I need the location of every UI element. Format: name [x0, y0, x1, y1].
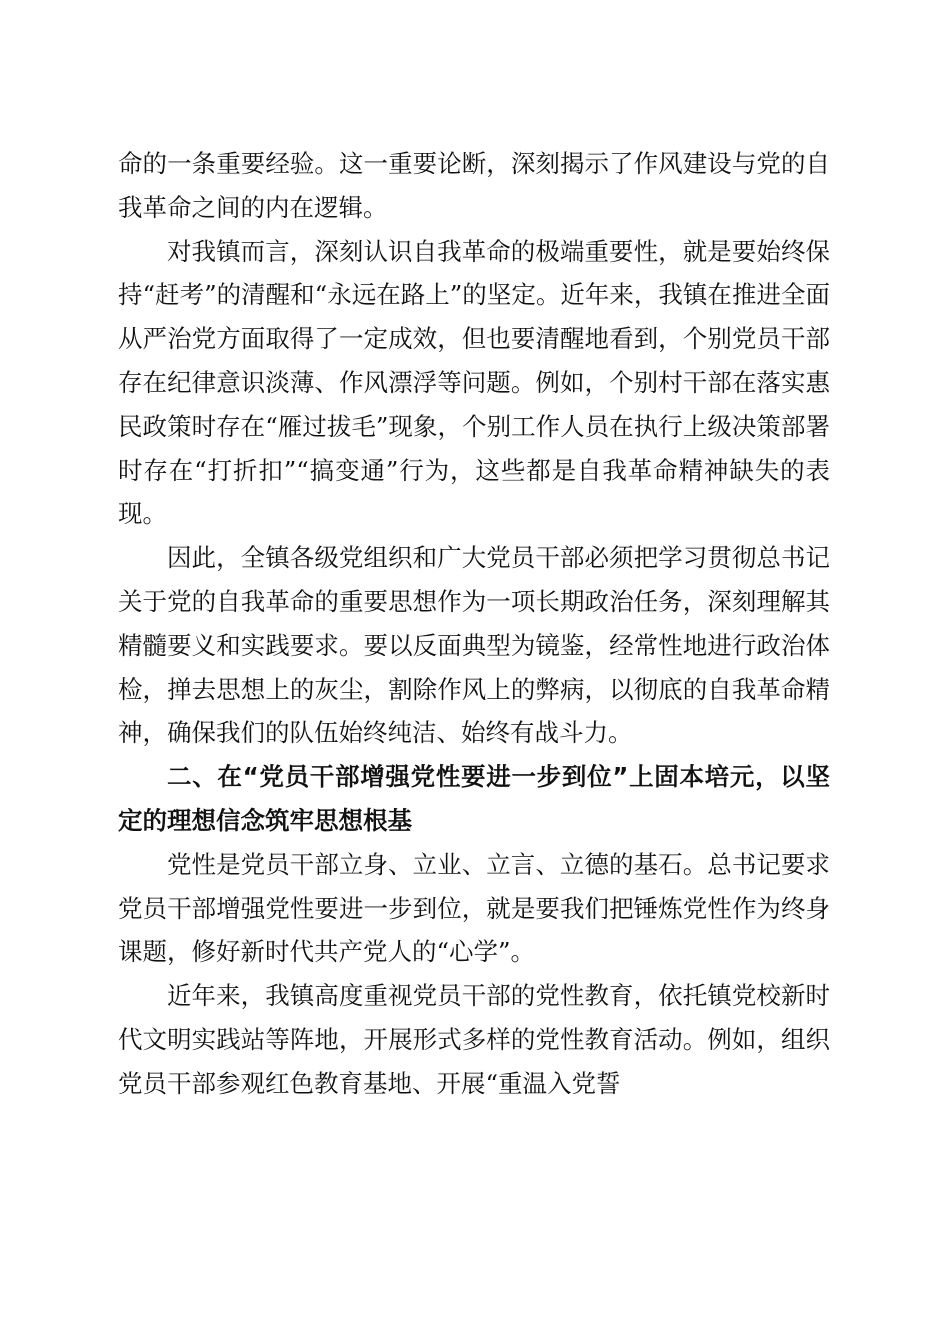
paragraph-3: 因此，全镇各级党组织和广大党员干部必须把学习贯彻总书记关于党的自我革命的重要思想作为一项长期政治任务，深刻理解其精髓要义和实践要求。要以反面典型为镜鉴，经常性地进行政治体检，掸去思想上的灰尘，割除作风上的弊病，以彻底的自我革命精神，确保我们的队伍始终纯洁、始终有战斗力。: [118, 543, 830, 748]
paragraph-5: 近年来，我镇高度重视党员干部的党性教育，依托镇党校新时代文明实践站等阵地，开展形式多样的党性教育活动。例如，组织党员干部参观红色教育基地、开展“重温入党誓: [118, 981, 830, 1098]
section-heading: 二、在“党员干部增强党性要进一步到位”上固本培元，以坚定的理想信念筑牢思想根基: [118, 762, 830, 835]
paragraph-1: 命的一条重要经验。这一重要论断，深刻揭示了作风建设与党的自我革命之间的内在逻辑。: [118, 149, 830, 222]
document-body: [118, 142, 830, 1106]
paragraph-2: 对我镇而言，深刻认识自我革命的极端重要性，就是要始终保持“赶考”的清醒和“永远在路上”的坚定。近年来，我镇在推进全面从严治党方面取得了一定成效，但也要清醒地看到，个别党员干部存在纪律意识淡薄、作风漂浮等问题。例如，个别村干部在落实惠民政策时存在“雁过拔毛”现象，个别工作人员在执行上级决策部署时存在“打折扣”“搞变通”行为，这些都是自我革命精神缺失的表现。: [118, 236, 830, 529]
paragraph-4: 党性是党员干部立身、立业、立言、立德的基石。总书记要求党员干部增强党性要进一步到位，就是要我们把锤炼党性作为终身课题，修好新时代共产党人的“心学”。: [118, 849, 830, 967]
